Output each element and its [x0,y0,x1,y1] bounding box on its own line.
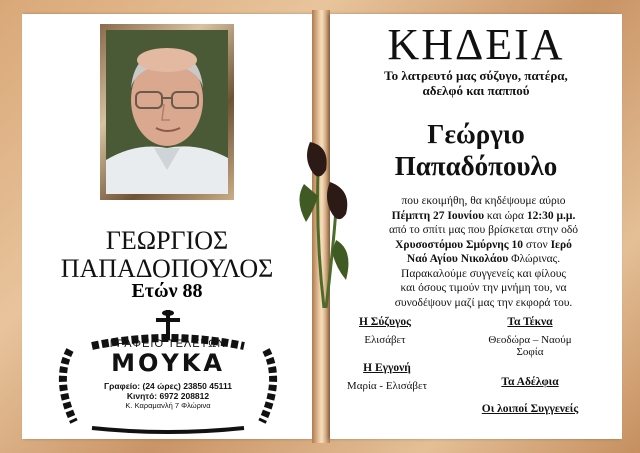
funeral-home-address: Κ. Καραμανλή 7 Φλώρινα [125,401,211,410]
body-line: από το σπίτι μας που βρίσκεται στην οδό [388,224,579,236]
other-relatives-heading: Οι λοιποί Συγγενείς [481,403,579,415]
right-page [330,14,622,439]
children-group [470,316,590,358]
intro-text [330,68,622,98]
body-text: στον [523,238,551,251]
church-name: Ναό Αγίου Νικολάου [406,253,509,265]
name-line-1: Γεώργιο [427,119,525,149]
name-line-2: Παπαδόπουλο [394,151,558,181]
funeral-home-name: ΜΟΥΚΑ [111,349,225,377]
siblings-group [470,376,590,388]
portrait-frame [100,24,234,200]
deceased-name-accusative [330,118,622,182]
body-text: Φλώρινας. [508,253,561,265]
funeral-home-mobile: Κινητό: 6972 208812 [126,391,210,401]
spouse-name: Ελισάβετ [364,334,406,346]
funeral-home-logo [52,310,284,434]
body-line-address [356,238,611,253]
announcement-body [356,194,611,310]
other-relatives-group [450,403,610,415]
intro-line-2: αδελφό και παππού [422,83,530,98]
calla-lily-flower [296,140,356,310]
portrait-photo [106,30,228,194]
grandchild-heading: Η Εγγονή [363,362,411,374]
funeral-time: 12:30 μ.μ. [526,209,576,222]
grandchild-group [332,362,442,392]
home-address: Χρυσοστόμου Σμύρνης 10 [395,238,524,251]
body-text: και ώρα [484,209,527,222]
left-page [22,14,312,439]
spouse-group [340,316,430,346]
body-line: Παρακαλούμε συγγενείς και φίλους [401,267,566,280]
grandchild-name: Μαρία - Ελισάβετ [346,380,428,392]
children-heading: Τα Τέκνα [507,316,553,328]
funeral-home-header: ΓΡΑΦΕΙΟ ΤΕΛΕΤΩΝ [109,338,227,350]
announcement-title: ΚΗΔΕΙΑ [387,20,565,69]
funeral-date: Πέμπτη 27 Ιουνίου [391,209,485,222]
body-line: που εκοιμήθη, θα κηδέψουμε αύριο [401,195,566,207]
church-prefix: Ιερό [550,238,572,251]
children-names: Σοφία [516,346,544,358]
deceased-last-name: ΠΑΠΑΔΟΠΟΥΛΟΣ [60,254,274,283]
body-line-date [356,209,611,224]
spouse-heading: Η Σύζυγος [358,316,411,328]
body-line-church [356,252,611,267]
children-names: Θεοδώρα – Ναούμ [488,334,572,346]
intro-line-1: Το λατρευτό μας σύζυγο, πατέρα, [384,68,568,83]
body-line: συνοδέψουν μαζί μας την εκφορά του. [394,296,573,309]
siblings-heading: Τα Αδέλφια [501,376,559,388]
body-line: και όσους τιμούν την μνήμη του, να [400,282,567,294]
funeral-home-office-phone: Γραφείο: (24 ώρες) 23850 45111 [104,381,232,391]
deceased-age: Ετών 88 [131,280,203,302]
deceased-first-name: ΓΕΩΡΓΙΟΣ [105,226,229,255]
